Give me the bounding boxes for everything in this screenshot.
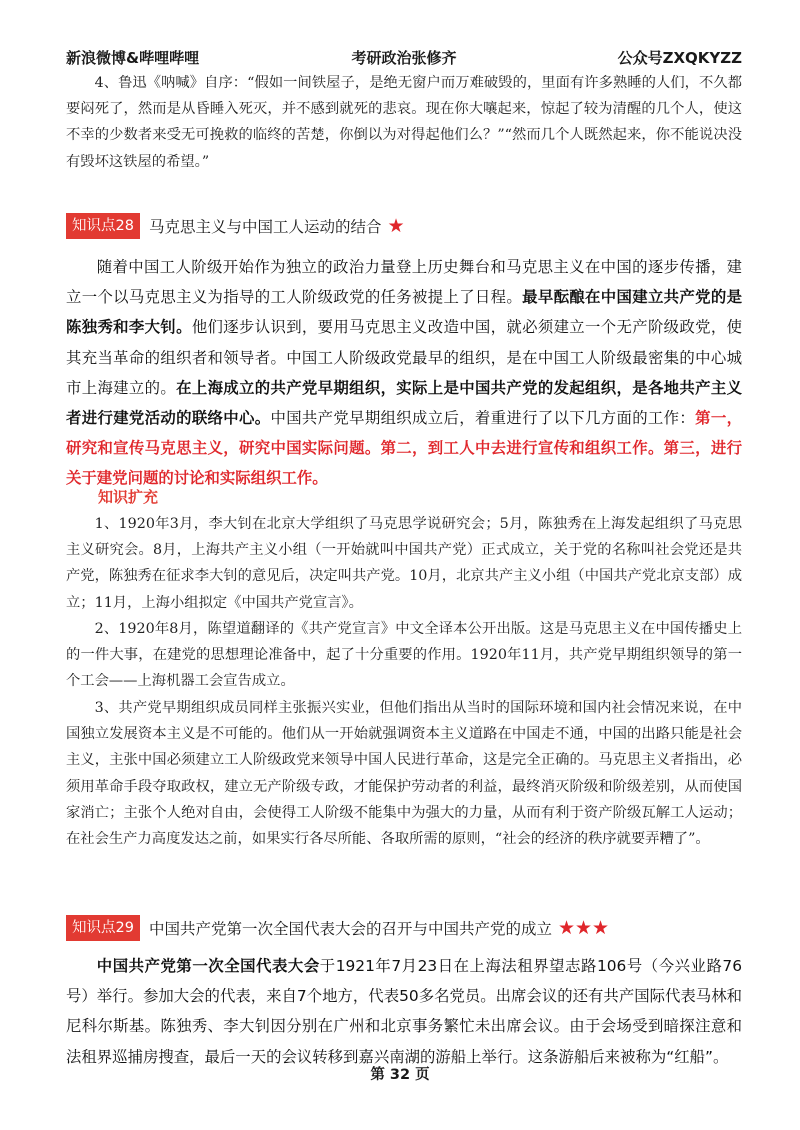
knowledge-extension-title: 知识扩充 xyxy=(98,488,159,506)
extension-item-3: 3、共产党早期组织成员同样主张振兴实业，但他们指出从当时的国际环境和国内社会情况来说，在中国独立发展资本主义是不可能的。他们从一开始就强调资本主义道路在中国走不通，中国的出路只能是社会主义，主张中国必须建立工人阶级政党来领导中国人民进行革命，这是完全正确的。马克思主义者指出，必须用革命手段夺取政权，建立无产阶级专政，才能保护劳动者的利益，最终消灭阶级和阶级差别，从而使国家消亡；主张个人绝对自由，会使得工人阶级不能集中为强大的力量，从而有利于资产阶级瓦解工人运动；在社会生产力高度发达之前，如果实行各尽所能、各取所需的原则，“社会的经济的秩序就要弄糟了”。 xyxy=(66,700,742,848)
header-right-wechat: 公众号ZXQKYZZ xyxy=(617,49,742,67)
kp28-body-paragraph xyxy=(66,252,742,494)
kp29-emphasis-congress: 中国共产党第一次全国代表大会 xyxy=(96,957,320,975)
extension-item-2: 2、1920年8月，陈望道翻译的《共产党宣言》中文全译本公开出版。这是马克思主义在中国传播史上的一件大事，在建党的思想理论准备中，起了十分重要的作用。1920年11月，共产党早期组织领导的第一个工会——上海机器工会宣告成立。 xyxy=(66,621,742,690)
kp28-key-work-items: 第一，研究和宣传马克思主义，研究中国实际问题。第二，到工人中去进行宣传和组织工作。第三，进行关于建党问题的讨论和实际组织工作。 xyxy=(66,409,742,488)
star-rating-icon: ★ xyxy=(387,215,405,237)
kp28-emphasis-early-org: 在上海成立的共产党早期组织，实际上是中国共产党的发起组织，是各地共产主义者进行建党活动的联络中心。 xyxy=(66,378,742,428)
kp29-body-paragraph xyxy=(66,951,742,1072)
knowledge-point-tag: 知识点28 xyxy=(66,213,140,239)
kp28-sentence-5: 中国共产党早期组织成立后，着重进行了以下几方面的工作： xyxy=(270,409,696,428)
kp28-emphasis-founders: 最早酝酿在中国建立共产党的是陈独秀和李大钊。 xyxy=(66,288,742,337)
header-center-author: 考研政治张修齐 xyxy=(351,49,457,67)
header-left-weibo-bilibili: 新浪微博&哔哩哔哩 xyxy=(66,49,200,67)
knowledge-point-tag: 知识点29 xyxy=(66,915,140,941)
page-number: 第 32 页 xyxy=(370,1067,430,1083)
knowledge-point-title: 中国共产党第一次全国代表大会的召开与中国共产党的成立 xyxy=(148,920,552,938)
star-rating-icon: ★★★ xyxy=(557,917,610,939)
knowledge-point-29-heading xyxy=(66,914,609,942)
knowledge-point-28-heading xyxy=(66,212,405,240)
kp28-sentence-3: 他们逐步认识到，要用马克思主义改造中国，就必须建立一个无产阶级政党，使其充当革命的组织者和领导者。中国工人阶级政党最早的组织，是在中国工人阶级最密集的中心城市上海建立的。 xyxy=(66,318,742,397)
kp29-sentence-2: 于1921年7月23日在上海法租界望志路106号（今兴业路76号）举行。参加大会的代表，来自7个地方，代表50多名党员。出席会议的还有共产国际代表马林和尼科尔斯基。陈独秀、李大钊因分别在广州和北京事务繁忙未出席会议。由于会场受到暗探注意和法租界巡捕房搜查，最后一天的会议转移到嘉兴南湖的游船上举行。这条游船后来被称为“红船”。 xyxy=(66,957,742,1066)
kp28-sentence-1: 随着中国工人阶级开始作为独立的政治力量登上历史舞台和马克思主义在中国的逐步传播，建立一个以马克思主义为指导的工人阶级政党的任务被提上了日程。 xyxy=(66,258,742,307)
lu-xun-quote-paragraph: 4、鲁迅《呐喊》自序：“假如一间铁屋子，是绝无窗户而万难破毁的，里面有许多熟睡的人们，不久都要闷死了，然而是从昏睡入死灭，并不感到就死的悲哀。现在你大嚷起来，惊起了较为清醒的几个人，使这不幸的少数者来受无可挽救的临终的苦楚，你倒以为对得起他们么？”“然而几个人既然起来，你不能说决没有毁坏这铁屋的希望。” xyxy=(66,75,742,170)
knowledge-point-title: 马克思主义与中国工人运动的结合 xyxy=(148,218,382,236)
page-header xyxy=(66,46,742,70)
extension-item-1: 1、1920年3月，李大钊在北京大学组织了马克思学说研究会；5月，陈独秀在上海发起组织了马克思主义研究会。8月，上海共产主义小组（一开始就叫中国共产党）正式成立，关于党的名称叫社会党还是共产党，陈独秀在征求李大钊的意见后，决定叫共产党。10月，北京共产主义小组（中国共产党北京支部）成立；11月，上海小组拟定《中国共产党宣言》。 xyxy=(66,516,742,611)
